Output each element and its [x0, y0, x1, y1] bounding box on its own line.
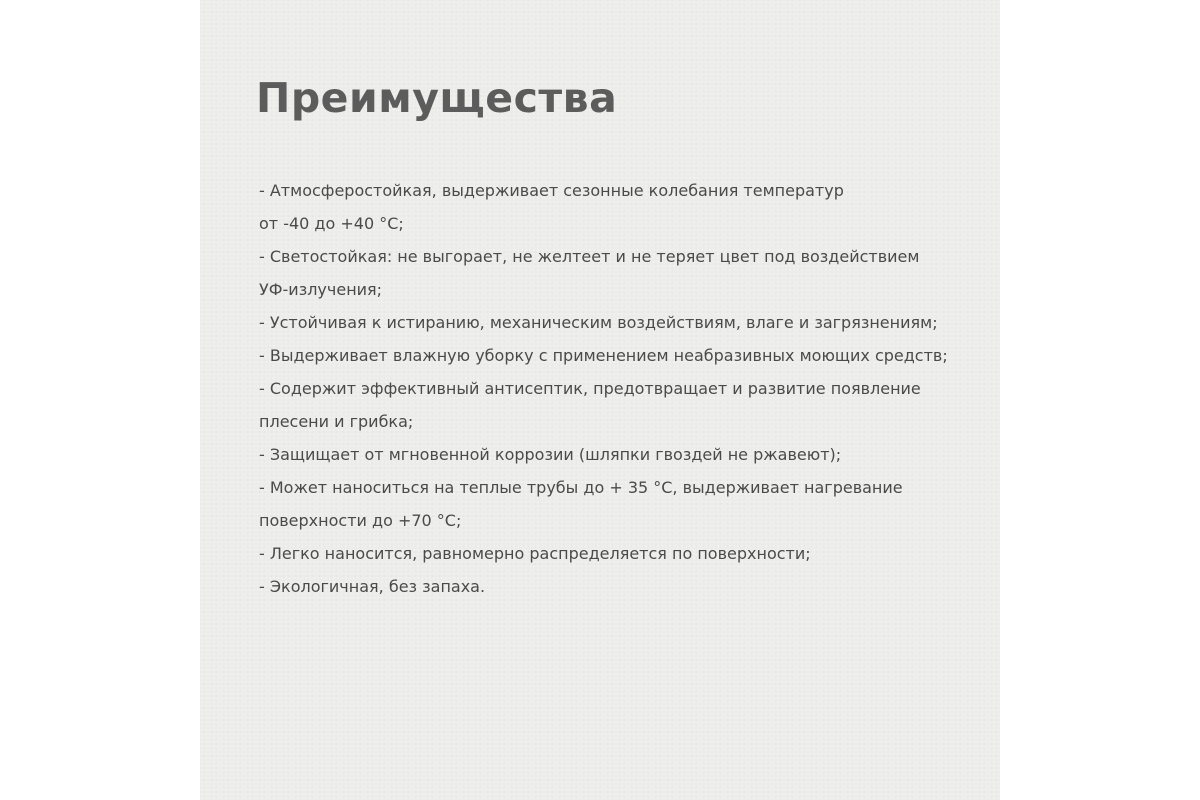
advantages-line: - Защищает от мгновенной коррозии (шляпки гвоздей не ржавеют);	[259, 445, 842, 464]
advantages-panel	[200, 0, 1000, 800]
advantages-line: - Может наноситься на теплые трубы до + 35 °С, выдерживает нагревание	[259, 478, 903, 497]
advantages-line: плесени и грибка;	[259, 412, 414, 431]
advantages-line: - Устойчивая к истиранию, механическим воздействиям, влаге и загрязнениям;	[259, 313, 938, 332]
advantages-line: - Светостойкая: не выгорает, не желтеет и не теряет цвет под воздействием	[259, 247, 920, 266]
advantages-line: поверхности до +70 °С;	[259, 511, 462, 530]
advantages-line: - Содержит эффективный антисептик, предотвращает и развитие появление	[259, 379, 921, 398]
advantages-line: - Легко наносится, равномерно распределяется по поверхности;	[259, 544, 811, 563]
advantages-line: от -40 до +40 °С;	[259, 214, 404, 233]
advantages-line: УФ-излучения;	[259, 280, 383, 299]
advantages-list	[259, 174, 948, 603]
advantages-line: - Выдерживает влажную уборку с применением неабразивных моющих средств;	[259, 346, 948, 365]
advantages-title: Преимущества	[256, 74, 618, 122]
advantages-line: - Экологичная, без запаха.	[259, 577, 486, 596]
advantages-line: - Атмосферостойкая, выдерживает сезонные колебания температур	[259, 181, 844, 200]
